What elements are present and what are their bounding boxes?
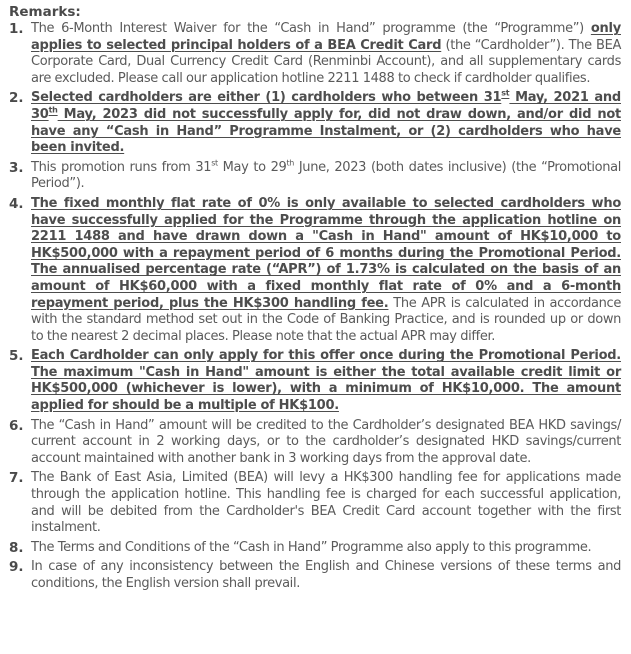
body-text: st [211, 158, 218, 168]
remarks-list [9, 21, 621, 593]
emphasized-text: only applies to selected principal holders of a BEA Credit Card [31, 21, 621, 53]
remark-text [31, 418, 621, 468]
body-text: May to 29 [217, 159, 287, 175]
remark-text [31, 160, 621, 193]
remark-text [31, 470, 621, 536]
body-text: The Bank of East Asia, Limited (BEA) will levy a HK$300 handling fee for applications made through the application hotline. This handling fee is charged for each successful application, and will be debited from the Cardholder's BEA Credit Card account together with the first instalment. [31, 470, 621, 536]
remark-number: 4. [9, 195, 24, 212]
remark-number: 7. [9, 470, 24, 487]
body-text: The 6-Month Interest Waiver for the “Cash in Hand” programme (the “Programme”) [31, 21, 591, 36]
remark-text [31, 196, 621, 345]
emphasized-text: st [501, 89, 510, 99]
remark-text [31, 21, 621, 87]
remark-number: 9. [9, 559, 24, 576]
remark-item [9, 559, 621, 592]
remark-item [9, 540, 621, 557]
emphasized-text: Selected cardholders are either (1) cardholders who between 31 [31, 90, 502, 106]
emphasized-text: May, 2023 did not successfully apply for, did not draw down, and/or did not have any “Cash in Hand” Programme Instalment, or (2) cardholders who have been invited. [31, 106, 621, 156]
body-text: The Terms and Conditions of the “Cash in Hand” Programme also apply to this programme. [31, 539, 592, 555]
remark-number: 2. [9, 90, 24, 107]
body-text: (the “Cardholder”). The BEA Corporate Card, Dual Currency Credit Card (Renminbi Account), and all supplementary cards are excluded. Please call our application hotline 2211 1488 to check if cardholder qualifies. [31, 37, 621, 86]
remark-item [9, 21, 621, 87]
remark-item [9, 160, 621, 193]
remark-text [31, 540, 621, 557]
remark-number: 8. [9, 539, 24, 556]
remark-item [9, 196, 621, 345]
remark-item [9, 348, 621, 414]
remark-item [9, 90, 621, 156]
remark-text [31, 90, 621, 156]
remark-number: 3. [9, 159, 24, 176]
remark-text [31, 348, 621, 414]
body-text: This promotion runs from 31 [31, 159, 212, 175]
remarks-heading: Remarks: [9, 4, 81, 20]
body-text: th [286, 158, 294, 168]
remark-number: 5. [9, 348, 24, 365]
emphasized-text: Each Cardholder can only apply for this offer once during the Promotional Period. The maximum "Cash in Hand" amount is either the total available credit limit or HK$500,000 (whichever is lower), with a minimum of HK$10,000. The amount applied for should be a multiple of HK$100. [31, 348, 621, 414]
body-text: The APR is calculated in accordance with the standard method set out in the Code of Banking Practice, and is rounded up or down to the nearest 2 decimal places. Please note that the actual APR may differ. [31, 295, 621, 344]
body-text: June, 2023 (both dates inclusive) (the “Promotional Period”). [31, 159, 621, 192]
emphasized-text: th [48, 105, 58, 115]
remark-item [9, 418, 621, 468]
emphasized-text: The fixed monthly flat rate of 0% is only available to selected cardholders who have successfully applied for the Programme through the application hotline on 2211 1488 and have drawn down a "Cash in Hand" amount of HK$10,000 to HK$500,000 with a repayment period of 6 months during the Promotional Period. The annualised percentage rate (“APR”) of 1.73% is calculated on the basis of an amount of HK$60,000 with a fixed monthly flat rate of 0% and a 6-month repayment period, plus the HK$300 handling fee. [31, 195, 621, 311]
remark-number: 6. [9, 417, 24, 434]
remark-text [31, 559, 621, 592]
remark-item [9, 470, 621, 536]
emphasized-text: May, 2021 and 30 [31, 90, 621, 122]
body-text: The “Cash in Hand” amount will be credited to the Cardholder’s designated BEA HKD savings/ current account in 2 working days, or to the cardholder’s designated HKD savings/current account maintained with another bank in 3 working days from the approval date. [31, 417, 621, 466]
body-text: In case of any inconsistency between the English and Chinese versions of these terms and conditions, the English version shall prevail. [31, 559, 621, 591]
remark-number: 1. [9, 21, 24, 37]
